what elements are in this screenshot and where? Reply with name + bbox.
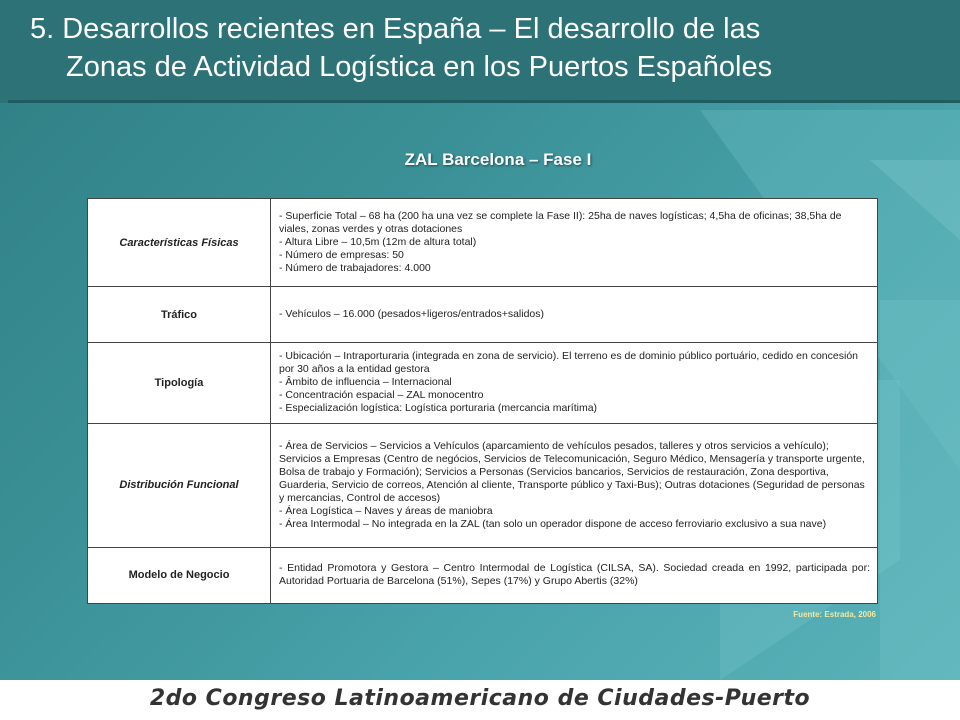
content-line: - Concentración espacial – ZAL monocentro bbox=[279, 389, 484, 402]
row-content bbox=[271, 547, 878, 603]
table-row bbox=[88, 199, 878, 287]
content-line: - Número de empresas: 50 bbox=[279, 249, 404, 262]
row-header: Características Físicas bbox=[88, 199, 271, 287]
title-line-2: Zonas de Actividad Logística en los Puertos Españoles bbox=[66, 51, 773, 83]
zal-table bbox=[87, 198, 878, 604]
title-line-1: 5. Desarrollos recientes en España – El desarrollo de las bbox=[30, 13, 761, 45]
content-line: - Especialización logística: Logística porturaria (mercancia marítima) bbox=[279, 402, 598, 415]
table-subtitle: ZAL Barcelona – Fase I bbox=[404, 150, 592, 169]
table-row bbox=[88, 287, 878, 343]
content-line: - Vehículos – 16.000 (pesados+ligeros/entrados+salidos) bbox=[279, 308, 545, 321]
footer-congress-title: 2do Congreso Latinoamericano de Ciudades-Puerto bbox=[149, 686, 811, 711]
row-header: Modelo de Negocio bbox=[88, 547, 271, 603]
row-content bbox=[271, 287, 878, 343]
table-row bbox=[88, 343, 878, 423]
row-header: Distribución Funcional bbox=[88, 423, 271, 547]
content-line: - Número de trabajadores: 4.000 bbox=[279, 262, 431, 275]
title-underline bbox=[8, 100, 960, 103]
content-line: - Área Intermodal – No integrada en la ZAL (tan solo un operador dispone de acceso ferroviario exclusivo a sua nave) bbox=[279, 517, 827, 530]
source-note: Fuente: Estrada, 2006 bbox=[793, 610, 876, 619]
table-row bbox=[88, 547, 878, 603]
content-line: - Entidad Promotora y Gestora – Centro Intermodal de Logística (CILSA, SA). Sociedad creada en 1992, participada por: Autoridad Portuaria de Barcelona (51%), Sepes (17%) y Grupo Abertis (32%) bbox=[279, 562, 870, 588]
row-header: Tipología bbox=[88, 343, 271, 423]
content-line: - Altura Libre – 10,5m (12m de altura total) bbox=[279, 236, 477, 249]
content-line: - Superficie Total – 68 ha (200 ha una vez se complete la Fase II): 25ha de naves logísticas; 4,5ha de oficinas; 38,5ha de viales, zonas verdes y otras dotaciones bbox=[279, 210, 842, 236]
content-line: - Ubicación – Intraporturaria (integrada en zona de servicio). El terreno es de dominio público portuário, cedido en concesión por 30 años a la entidad gestora bbox=[279, 350, 858, 376]
row-content bbox=[271, 199, 878, 287]
table-row bbox=[88, 423, 878, 547]
row-content bbox=[271, 343, 878, 423]
content-line: - Área Logística – Naves y áreas de maniobra bbox=[279, 504, 493, 517]
footer-banner bbox=[0, 680, 960, 720]
row-content bbox=[271, 423, 878, 547]
row-header: Tráfico bbox=[88, 287, 271, 343]
content-line: - Âmbito de influencia – Internacional bbox=[279, 376, 452, 389]
slide-title bbox=[30, 10, 930, 86]
content-line: - Área de Servicios – Servicios a Vehículos (aparcamiento de vehículos pesados, talleres y otros servicios a vehículo); Servicios a Empresas (Centro de negócios, Servicios de Telecomunicación, Seguro Médico, Mensagería y transporte urgente, Bolsa de trabajo y Formación); Servicios a Personas (Servicios bancarios, Servicios de restauración, Zona desportiva, Guarderia, Servicio de correos, Atención al cliente, Transporte público y Taxi-Bus); Outras dotaciones (Seguridad de personas y mercancias, Control de accesos) bbox=[279, 439, 865, 504]
